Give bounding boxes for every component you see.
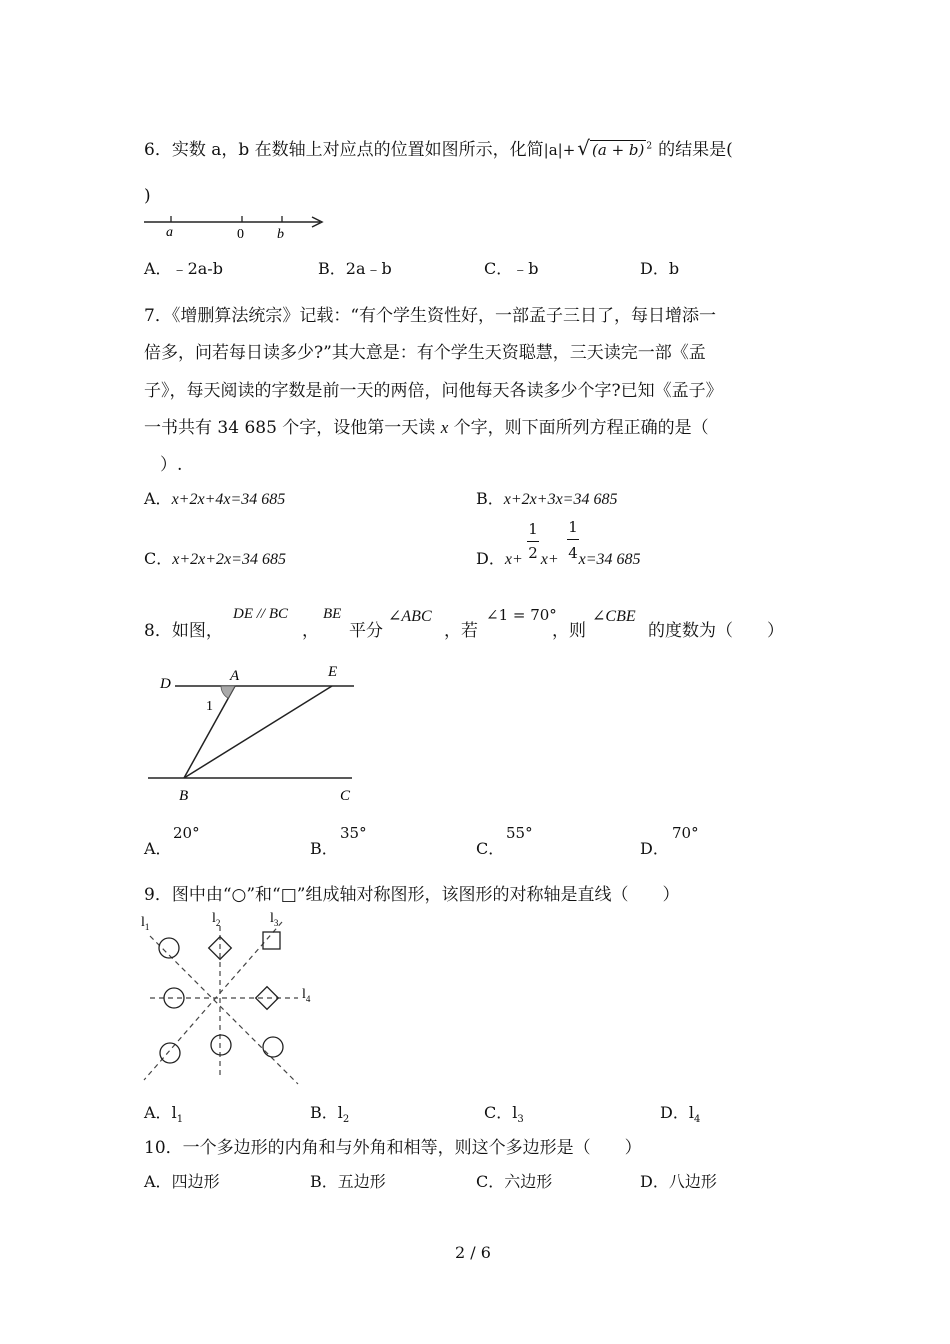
- q8-figure: [140, 660, 365, 810]
- q7-d-frac1-num: 1: [528, 520, 538, 538]
- q6-sqrt-inner: (a + b): [592, 141, 645, 159]
- q6-abs-expr: |a|+: [543, 141, 576, 159]
- q8-sep1: ，: [302, 621, 319, 641]
- q9-option-a[interactable]: A．$l_1$: [144, 1103, 184, 1126]
- q8-sep3: ，则: [552, 621, 586, 641]
- circle-top-left: [159, 938, 179, 958]
- q6-close-paren: ): [144, 186, 151, 206]
- q8-option-a-value[interactable]: 20°: [173, 824, 200, 842]
- label-a: A: [230, 668, 240, 684]
- q7-option-d[interactable]: D．x+ x+ x=34 685: [476, 549, 641, 568]
- q10-stem: 10．一个多边形的内角和与外角和相等，则这个多边形是（ ）: [144, 1138, 642, 1158]
- q9-figure: [136, 910, 326, 1085]
- q8-cond-de-bc: DE // BC: [233, 606, 288, 622]
- label-b: b: [277, 227, 284, 242]
- q6-sqrt: √ (a + b) $^2$: [577, 136, 653, 160]
- q6-stem: [144, 135, 733, 160]
- q7-option-a[interactable]: A．x+2x+4x=34 685: [144, 489, 286, 508]
- q6-text-before: 6．实数 a，b 在数轴上对应点的位置如图所示，化简: [144, 140, 544, 160]
- q7-line2: 倍多，问若每日读多少?”其大意是：有个学生天资聪慧，三天读完一部《孟: [144, 343, 706, 363]
- q7-option-b[interactable]: B．x+2x+3x=34 685: [476, 489, 618, 508]
- q7-line5: ）.: [160, 455, 183, 475]
- q7-d-frac2-den: 4: [568, 544, 578, 562]
- q7-line4: 一书共有 34 685 个字，设他第一天读 x 个字，则下面所列方程正确的是（: [144, 418, 709, 438]
- q8-option-a-letter[interactable]: A．: [144, 839, 172, 858]
- q8-cond-abc: ∠ABC: [388, 608, 432, 625]
- angle-1-shade: [221, 686, 235, 698]
- q8-cond-be: BE: [323, 606, 342, 622]
- page-number: 2 / 6: [455, 1243, 491, 1262]
- q9-option-b[interactable]: B．$l_2$: [310, 1103, 350, 1126]
- q7-d-frac1-bar: [527, 541, 539, 542]
- q8-sep2: ，若: [444, 621, 478, 641]
- q10-option-a[interactable]: A．四边形: [144, 1172, 220, 1191]
- q6-option-b[interactable]: B．2a﹣b: [318, 259, 392, 278]
- label-c: C: [340, 788, 351, 804]
- label-1: 1: [206, 699, 213, 714]
- label-l4: $l_4$: [302, 987, 311, 1004]
- axis-l1: [150, 936, 298, 1084]
- circle-bottom: [211, 1035, 231, 1055]
- label-l1: $l_1$: [141, 915, 150, 932]
- q10-option-d[interactable]: D．八边形: [640, 1172, 717, 1191]
- q8-option-c-value[interactable]: 55°: [506, 824, 533, 842]
- q9-stem: 9．图中由“○”和“□”组成轴对称图形，该图形的对称轴是直线（ ）: [144, 885, 680, 905]
- q8-cond-angle1: ∠1 = 70°: [486, 606, 557, 624]
- q8-cond-cbe: ∠CBE: [592, 608, 636, 625]
- q8-option-c-letter[interactable]: C．: [476, 839, 505, 858]
- label-a: a: [166, 225, 173, 240]
- q7-d-frac1-den: 2: [528, 544, 538, 562]
- q10-option-b[interactable]: B．五边形: [310, 1172, 386, 1191]
- q6-sqrt-exp: 2: [646, 141, 653, 152]
- q6-text-after: 的结果是(: [658, 140, 733, 160]
- square-top-right: [263, 932, 280, 949]
- label-zero: 0: [237, 227, 244, 242]
- q10-option-c[interactable]: C．六边形: [476, 1172, 553, 1191]
- q8-option-b-letter[interactable]: B．: [310, 839, 338, 858]
- q6-option-d[interactable]: D．b: [640, 259, 680, 278]
- q6-option-c[interactable]: C．﹣b: [484, 259, 539, 278]
- q7-d-frac2-num: 1: [568, 518, 578, 536]
- q6-number-line: [140, 210, 330, 242]
- q7-line1: 7．《增删算法统宗》记载：“有个学生资性好，一部孟子三日了，每日增添一: [144, 306, 717, 326]
- q9-option-d[interactable]: D．$l_4$: [660, 1103, 701, 1126]
- q7-line3: 子》，每天阅读的字数是前一天的两倍，问他每天各读多少个字?已知《孟子》: [144, 381, 723, 401]
- circle-bottom-right: [263, 1037, 283, 1057]
- q7-d-frac2-bar: [567, 539, 579, 540]
- label-e: E: [328, 664, 338, 680]
- q9-option-c[interactable]: C．$l_3$: [484, 1103, 524, 1126]
- q8-option-d-letter[interactable]: D．: [640, 839, 669, 858]
- label-d: D: [160, 676, 171, 692]
- circle-bottom-left: [160, 1043, 180, 1063]
- q8-mid: 平分: [349, 621, 383, 641]
- q6-option-a[interactable]: A．﹣2a-b: [144, 259, 223, 278]
- q8-option-d-value[interactable]: 70°: [672, 824, 699, 842]
- q8-suffix: 的度数为（ ）: [648, 621, 784, 641]
- q7-option-c[interactable]: C．x+2x+2x=34 685: [144, 549, 286, 568]
- label-b: B: [179, 788, 189, 804]
- label-l3: $l_3$: [270, 911, 279, 928]
- q8-stem-prefix: 8．如图，: [144, 621, 223, 641]
- q8-option-b-value[interactable]: 35°: [340, 824, 367, 842]
- label-l2: $l_2$: [212, 911, 221, 928]
